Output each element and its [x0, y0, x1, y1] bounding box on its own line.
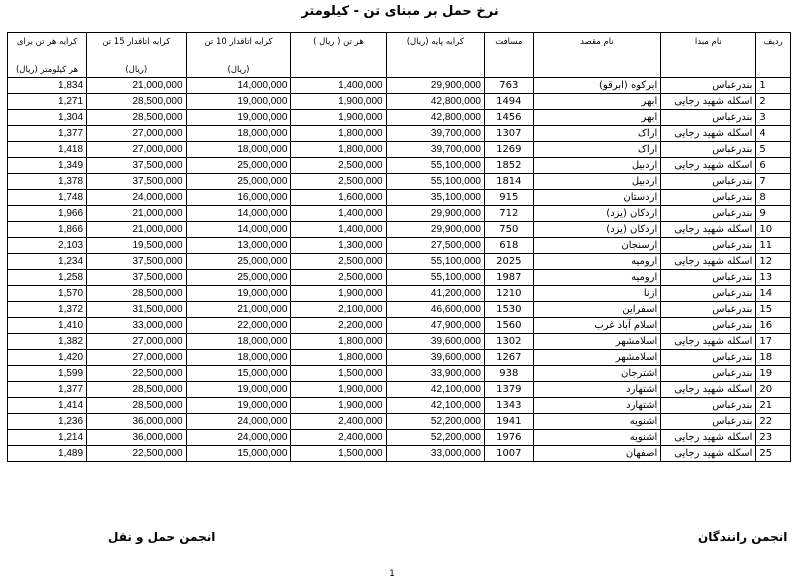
- footer-drivers-association: انجمن رانندگان: [698, 530, 788, 544]
- cell-distance: 1976: [484, 430, 533, 446]
- cell-row-no: 1: [756, 78, 791, 94]
- cell-fare-15-ton: 37,500,000: [87, 254, 186, 270]
- cell-base-fare: 39,700,000: [386, 142, 484, 158]
- cell-distance: 750: [484, 222, 533, 238]
- cell-destination: اردکان (یزد): [533, 206, 661, 222]
- cell-per-ton: 2,400,000: [291, 414, 386, 430]
- cell-origin: بندرعباس: [661, 350, 756, 366]
- cell-per-ton: 2,100,000: [291, 302, 386, 318]
- cell-per-ton-km: 1,866: [8, 222, 87, 238]
- header-per-ton: هر تن ( ریال ): [291, 33, 386, 78]
- cell-per-ton-km: 1,382: [8, 334, 87, 350]
- cell-distance: 2025: [484, 254, 533, 270]
- cell-destination: اشنویه: [533, 414, 661, 430]
- cell-distance: 1269: [484, 142, 533, 158]
- table-row: [8, 126, 791, 142]
- cell-fare-15-ton: 28,500,000: [87, 398, 186, 414]
- cell-fare-10-ton: 19,000,000: [186, 94, 291, 110]
- cell-base-fare: 55,100,000: [386, 174, 484, 190]
- cell-fare-15-ton: 37,500,000: [87, 174, 186, 190]
- cell-row-no: 16: [756, 318, 791, 334]
- cell-row-no: 13: [756, 270, 791, 286]
- cell-distance: 1343: [484, 398, 533, 414]
- cell-origin: بندرعباس: [661, 238, 756, 254]
- table-row: [8, 174, 791, 190]
- cell-destination: ارسنجان: [533, 238, 661, 254]
- cell-row-no: 21: [756, 398, 791, 414]
- table-row: [8, 270, 791, 286]
- cell-origin: بندرعباس: [661, 142, 756, 158]
- cell-row-no: 11: [756, 238, 791, 254]
- cell-origin: بندرعباس: [661, 190, 756, 206]
- cell-base-fare: 46,600,000: [386, 302, 484, 318]
- cell-row-no: 2: [756, 94, 791, 110]
- cell-per-ton-km: 1,372: [8, 302, 87, 318]
- cell-base-fare: 29,900,000: [386, 222, 484, 238]
- cell-destination: اردستان: [533, 190, 661, 206]
- table-row: [8, 414, 791, 430]
- cell-fare-15-ton: 28,500,000: [87, 94, 186, 110]
- cell-fare-10-ton: 25,000,000: [186, 270, 291, 286]
- cell-origin: بندرعباس: [661, 270, 756, 286]
- cell-distance: 938: [484, 366, 533, 382]
- cell-fare-15-ton: 28,500,000: [87, 382, 186, 398]
- cell-distance: 1302: [484, 334, 533, 350]
- cell-per-ton-km: 1,234: [8, 254, 87, 270]
- cell-distance: 1852: [484, 158, 533, 174]
- table-row: [8, 398, 791, 414]
- cell-base-fare: 52,200,000: [386, 414, 484, 430]
- cell-fare-15-ton: 22,500,000: [87, 366, 186, 382]
- table-row: [8, 286, 791, 302]
- cell-per-ton-km: 1,377: [8, 382, 87, 398]
- cell-per-ton-km: 1,378: [8, 174, 87, 190]
- cell-base-fare: 33,000,000: [386, 446, 484, 462]
- table-row: [8, 94, 791, 110]
- header-fare-15-ton-label: کرایه اتاقدار 15 تن: [102, 37, 171, 47]
- cell-row-no: 20: [756, 382, 791, 398]
- cell-destination: اصفهان: [533, 446, 661, 462]
- header-fare-10-ton: [186, 33, 291, 78]
- cell-row-no: 6: [756, 158, 791, 174]
- cell-per-ton-km: 1,418: [8, 142, 87, 158]
- cell-destination: ارومیه: [533, 270, 661, 286]
- cell-fare-10-ton: 25,000,000: [186, 174, 291, 190]
- cell-per-ton-km: 1,489: [8, 446, 87, 462]
- cell-origin: بندرعباس: [661, 174, 756, 190]
- cell-fare-10-ton: 19,000,000: [186, 398, 291, 414]
- table-row: [8, 190, 791, 206]
- cell-row-no: 12: [756, 254, 791, 270]
- cell-destination: اشتهارد: [533, 398, 661, 414]
- cell-fare-10-ton: 18,000,000: [186, 334, 291, 350]
- cell-base-fare: 42,100,000: [386, 398, 484, 414]
- cell-fare-15-ton: 36,000,000: [87, 430, 186, 446]
- cell-fare-10-ton: 24,000,000: [186, 430, 291, 446]
- cell-row-no: 5: [756, 142, 791, 158]
- cell-base-fare: 33,900,000: [386, 366, 484, 382]
- cell-per-ton: 1,500,000: [291, 446, 386, 462]
- table-row: [8, 238, 791, 254]
- cell-fare-10-ton: 19,000,000: [186, 110, 291, 126]
- cell-per-ton: 1,600,000: [291, 190, 386, 206]
- cell-fare-15-ton: 37,500,000: [87, 158, 186, 174]
- cell-destination: اسفراین: [533, 302, 661, 318]
- cell-base-fare: 39,600,000: [386, 334, 484, 350]
- cell-fare-10-ton: 24,000,000: [186, 414, 291, 430]
- header-destination: نام مقصد: [533, 33, 661, 78]
- cell-base-fare: 55,100,000: [386, 270, 484, 286]
- table-row: [8, 430, 791, 446]
- cell-distance: 1494: [484, 94, 533, 110]
- cell-fare-10-ton: 15,000,000: [186, 446, 291, 462]
- cell-origin: اسکله شهید رجایی: [661, 94, 756, 110]
- cell-fare-15-ton: 27,000,000: [87, 334, 186, 350]
- cell-per-ton-km: 1,410: [8, 318, 87, 334]
- header-fare-15-ton: [87, 33, 186, 78]
- cell-origin: اسکله شهید رجایی: [661, 158, 756, 174]
- cell-per-ton: 1,300,000: [291, 238, 386, 254]
- table-row: [8, 318, 791, 334]
- cell-per-ton-km: 1,599: [8, 366, 87, 382]
- cell-destination: اشنویه: [533, 430, 661, 446]
- cell-origin: اسکله شهید رجایی: [661, 430, 756, 446]
- table-row: [8, 222, 791, 238]
- cell-per-ton: 1,800,000: [291, 142, 386, 158]
- header-fare-10-ton-unit: (ریال): [227, 65, 250, 75]
- header-per-ton-km-unit: هر کیلومتر (ریال): [15, 65, 79, 75]
- header-fare-15-ton-unit: (ریال): [125, 65, 148, 75]
- cell-destination: ابهر: [533, 110, 661, 126]
- cell-fare-15-ton: 27,000,000: [87, 126, 186, 142]
- cell-distance: 1941: [484, 414, 533, 430]
- cell-distance: 1307: [484, 126, 533, 142]
- cell-fare-15-ton: 27,000,000: [87, 142, 186, 158]
- cell-distance: 1210: [484, 286, 533, 302]
- cell-per-ton-km: 1,304: [8, 110, 87, 126]
- cell-fare-15-ton: 24,000,000: [87, 190, 186, 206]
- cell-row-no: 19: [756, 366, 791, 382]
- header-fare-10-ton-label: کرایه اتاقدار 10 تن: [204, 37, 273, 47]
- cell-per-ton: 1,400,000: [291, 78, 386, 94]
- cell-per-ton: 1,900,000: [291, 94, 386, 110]
- cell-destination: اردکان (یزد): [533, 222, 661, 238]
- cell-base-fare: 47,900,000: [386, 318, 484, 334]
- cell-per-ton: 1,400,000: [291, 222, 386, 238]
- cell-base-fare: 39,700,000: [386, 126, 484, 142]
- cell-per-ton-km: 1,414: [8, 398, 87, 414]
- cell-origin: بندرعباس: [661, 286, 756, 302]
- cell-row-no: 8: [756, 190, 791, 206]
- cell-origin: بندرعباس: [661, 206, 756, 222]
- cell-fare-10-ton: 15,000,000: [186, 366, 291, 382]
- cell-row-no: 3: [756, 110, 791, 126]
- cell-fare-10-ton: 25,000,000: [186, 158, 291, 174]
- cell-fare-15-ton: 31,500,000: [87, 302, 186, 318]
- header-per-ton-km-label: کرایه هر تن برای: [16, 37, 78, 47]
- cell-origin: اسکله شهید رجایی: [661, 126, 756, 142]
- cell-origin: اسکله شهید رجایی: [661, 382, 756, 398]
- cell-per-ton-km: 1,258: [8, 270, 87, 286]
- cell-row-no: 25: [756, 446, 791, 462]
- cell-base-fare: 55,100,000: [386, 254, 484, 270]
- header-row-no: ردیف: [756, 33, 791, 78]
- cell-fare-15-ton: 36,000,000: [87, 414, 186, 430]
- cell-per-ton: 1,400,000: [291, 206, 386, 222]
- header-origin: نام مبدا: [661, 33, 756, 78]
- cell-origin: اسکله شهید رجایی: [661, 254, 756, 270]
- cell-fare-15-ton: 21,000,000: [87, 222, 186, 238]
- cell-distance: 1530: [484, 302, 533, 318]
- table-row: [8, 382, 791, 398]
- cell-per-ton: 2,200,000: [291, 318, 386, 334]
- cell-per-ton: 2,500,000: [291, 174, 386, 190]
- cell-per-ton: 1,800,000: [291, 350, 386, 366]
- cell-distance: 1267: [484, 350, 533, 366]
- cell-row-no: 7: [756, 174, 791, 190]
- cell-per-ton-km: 1,377: [8, 126, 87, 142]
- table-row: [8, 78, 791, 94]
- cell-per-ton: 1,900,000: [291, 382, 386, 398]
- cell-fare-10-ton: 21,000,000: [186, 302, 291, 318]
- cell-per-ton: 2,500,000: [291, 270, 386, 286]
- page-number: 1: [389, 569, 395, 579]
- cell-destination: ابرکوه (ابرقو): [533, 78, 661, 94]
- cell-origin: اسکله شهید رجایی: [661, 334, 756, 350]
- cell-per-ton-km: 2,103: [8, 238, 87, 254]
- cell-base-fare: 52,200,000: [386, 430, 484, 446]
- cell-row-no: 15: [756, 302, 791, 318]
- cell-per-ton-km: 1,349: [8, 158, 87, 174]
- cell-per-ton-km: 1,214: [8, 430, 87, 446]
- cell-fare-10-ton: 14,000,000: [186, 206, 291, 222]
- page-title: نرخ حمل بر مبنای تن - کیلومتر: [301, 4, 499, 19]
- cell-destination: اردبیل: [533, 158, 661, 174]
- cell-base-fare: 41,200,000: [386, 286, 484, 302]
- cell-per-ton: 2,400,000: [291, 430, 386, 446]
- cell-origin: بندرعباس: [661, 78, 756, 94]
- cell-destination: ابهر: [533, 94, 661, 110]
- cell-fare-10-ton: 14,000,000: [186, 222, 291, 238]
- table-row: [8, 206, 791, 222]
- table-row: [8, 334, 791, 350]
- cell-per-ton-km: 1,271: [8, 94, 87, 110]
- cell-row-no: 18: [756, 350, 791, 366]
- cell-distance: 618: [484, 238, 533, 254]
- cell-destination: اسلام آباد غرب: [533, 318, 661, 334]
- cell-fare-15-ton: 28,500,000: [87, 110, 186, 126]
- cell-distance: 1456: [484, 110, 533, 126]
- cell-destination: اشتهارد: [533, 382, 661, 398]
- cell-fare-15-ton: 27,000,000: [87, 350, 186, 366]
- cell-base-fare: 42,100,000: [386, 382, 484, 398]
- cell-distance: 763: [484, 78, 533, 94]
- cell-distance: 1560: [484, 318, 533, 334]
- cell-fare-15-ton: 21,000,000: [87, 206, 186, 222]
- cell-fare-10-ton: 14,000,000: [186, 78, 291, 94]
- cell-row-no: 22: [756, 414, 791, 430]
- cell-fare-10-ton: 18,000,000: [186, 350, 291, 366]
- table-row: [8, 446, 791, 462]
- cell-fare-10-ton: 16,000,000: [186, 190, 291, 206]
- table-row: [8, 350, 791, 366]
- table-body: [8, 78, 791, 462]
- cell-origin: بندرعباس: [661, 414, 756, 430]
- cell-per-ton: 2,500,000: [291, 158, 386, 174]
- cell-base-fare: 27,500,000: [386, 238, 484, 254]
- cell-origin: بندرعباس: [661, 110, 756, 126]
- header-per-ton-km: [8, 33, 87, 78]
- header-base-fare: کرایه پایه (ریال): [386, 33, 484, 78]
- cell-base-fare: 42,800,000: [386, 110, 484, 126]
- cell-origin: اسکله شهید رجایی: [661, 222, 756, 238]
- cell-per-ton-km: 1,966: [8, 206, 87, 222]
- table-row: [8, 142, 791, 158]
- cell-origin: بندرعباس: [661, 398, 756, 414]
- cell-destination: اسلامشهر: [533, 334, 661, 350]
- cell-base-fare: 39,600,000: [386, 350, 484, 366]
- cell-origin: بندرعباس: [661, 366, 756, 382]
- cell-per-ton: 1,900,000: [291, 110, 386, 126]
- cell-fare-15-ton: 28,500,000: [87, 286, 186, 302]
- cell-row-no: 23: [756, 430, 791, 446]
- cell-row-no: 17: [756, 334, 791, 350]
- cell-destination: ازنا: [533, 286, 661, 302]
- cell-fare-15-ton: 21,000,000: [87, 78, 186, 94]
- cell-fare-10-ton: 19,000,000: [186, 286, 291, 302]
- cell-per-ton-km: 1,748: [8, 190, 87, 206]
- cell-destination: اردبیل: [533, 174, 661, 190]
- table-row: [8, 254, 791, 270]
- cell-distance: 1007: [484, 446, 533, 462]
- cell-per-ton: 1,800,000: [291, 334, 386, 350]
- cell-per-ton-km: 1,834: [8, 78, 87, 94]
- cell-destination: اسلامشهر: [533, 350, 661, 366]
- cell-base-fare: 35,100,000: [386, 190, 484, 206]
- cell-origin: اسکله شهید رجایی: [661, 446, 756, 462]
- cell-base-fare: 29,900,000: [386, 206, 484, 222]
- cell-row-no: 4: [756, 126, 791, 142]
- cell-per-ton: 1,900,000: [291, 286, 386, 302]
- cell-fare-10-ton: 18,000,000: [186, 142, 291, 158]
- cell-distance: 1987: [484, 270, 533, 286]
- cell-base-fare: 29,900,000: [386, 78, 484, 94]
- cell-per-ton: 2,500,000: [291, 254, 386, 270]
- freight-rate-table: [7, 32, 791, 462]
- cell-per-ton-km: 1,570: [8, 286, 87, 302]
- cell-distance: 1379: [484, 382, 533, 398]
- cell-fare-15-ton: 33,000,000: [87, 318, 186, 334]
- cell-fare-10-ton: 25,000,000: [186, 254, 291, 270]
- cell-fare-10-ton: 19,000,000: [186, 382, 291, 398]
- cell-destination: اراک: [533, 126, 661, 142]
- cell-per-ton-km: 1,236: [8, 414, 87, 430]
- cell-row-no: 14: [756, 286, 791, 302]
- cell-fare-15-ton: 22,500,000: [87, 446, 186, 462]
- cell-destination: اشترجان: [533, 366, 661, 382]
- table-row: [8, 302, 791, 318]
- table-row: [8, 366, 791, 382]
- cell-distance: 712: [484, 206, 533, 222]
- cell-fare-10-ton: 13,000,000: [186, 238, 291, 254]
- cell-fare-10-ton: 22,000,000: [186, 318, 291, 334]
- cell-fare-15-ton: 37,500,000: [87, 270, 186, 286]
- table-row: [8, 158, 791, 174]
- cell-destination: اراک: [533, 142, 661, 158]
- cell-origin: بندرعباس: [661, 302, 756, 318]
- cell-distance: 1814: [484, 174, 533, 190]
- header-distance: مسافت: [484, 33, 533, 78]
- cell-per-ton: 1,900,000: [291, 398, 386, 414]
- cell-per-ton-km: 1,420: [8, 350, 87, 366]
- cell-destination: ارومیه: [533, 254, 661, 270]
- cell-distance: 915: [484, 190, 533, 206]
- cell-fare-10-ton: 18,000,000: [186, 126, 291, 142]
- cell-per-ton: 1,500,000: [291, 366, 386, 382]
- table-header-row: [8, 33, 791, 78]
- cell-fare-15-ton: 19,500,000: [87, 238, 186, 254]
- cell-per-ton: 1,800,000: [291, 126, 386, 142]
- footer-transport-association: انجمن حمل و نقل: [108, 530, 216, 544]
- cell-origin: بندرعباس: [661, 318, 756, 334]
- cell-row-no: 9: [756, 206, 791, 222]
- cell-base-fare: 42,800,000: [386, 94, 484, 110]
- table-row: [8, 110, 791, 126]
- cell-base-fare: 55,100,000: [386, 158, 484, 174]
- cell-row-no: 10: [756, 222, 791, 238]
